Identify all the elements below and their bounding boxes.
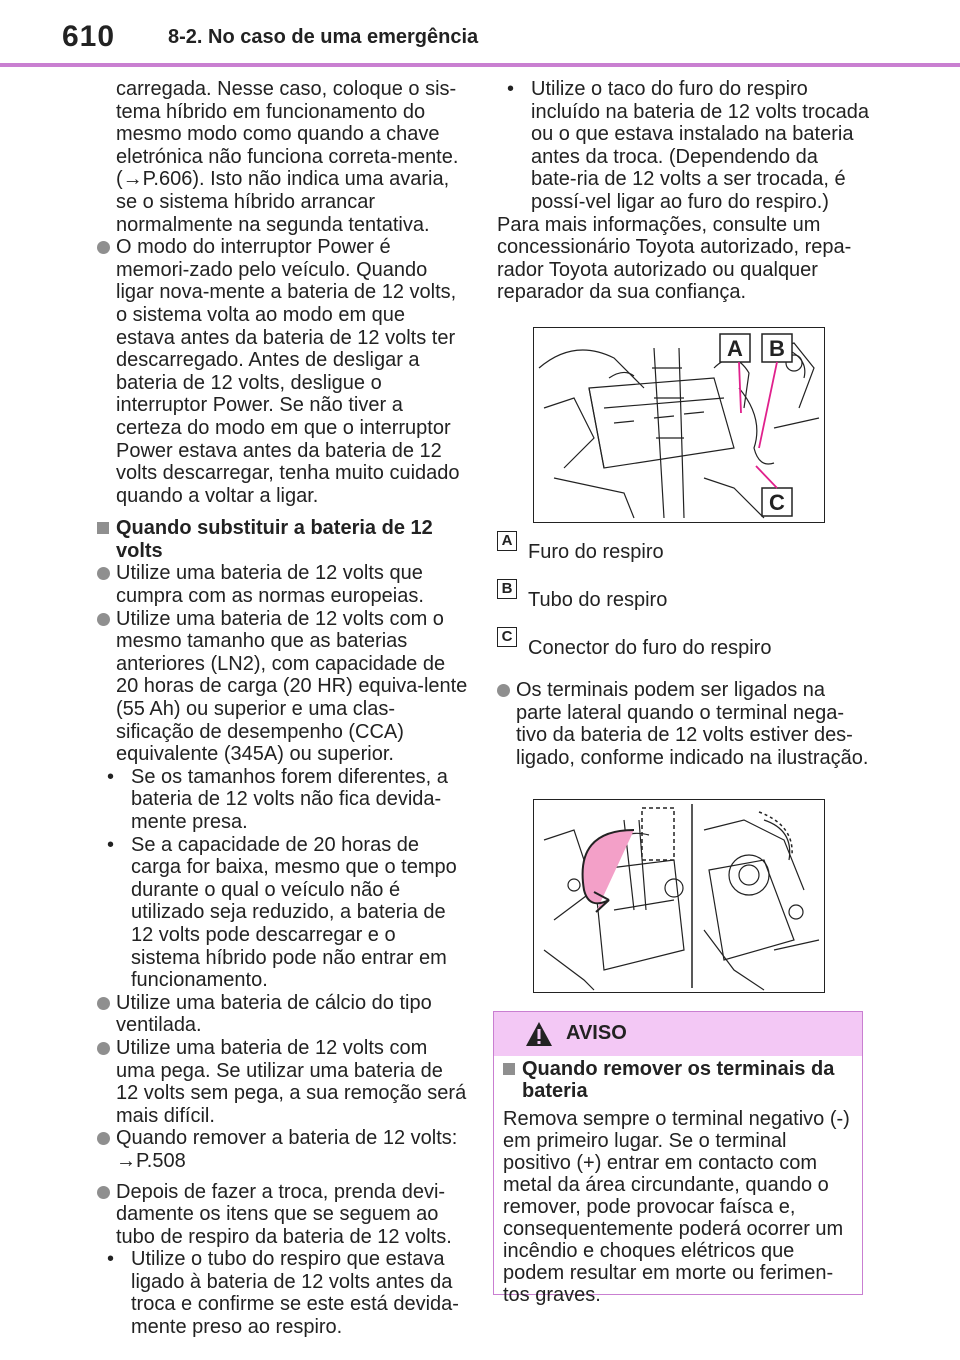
warning-text: Remova sempre o terminal negativo (-) em primeiro lugar. Se o terminal positivo (+) entrar em contacto com metal da área circundante, quando o remover, pode provocar faísca e, consequentemente poderá ocorrer um incêndio e choques elétricos que podem resultar em morte ou ferimen-tos graves. bbox=[503, 1108, 850, 1306]
bullet-terminals-side: Os terminais podem ser ligados na parte lateral quando o terminal nega-tivo da bateria de 12 volts estiver des-ligado, conforme indicado na ilustração. bbox=[497, 679, 869, 769]
bullet-dot bbox=[97, 1186, 110, 1199]
warning-heading: Quando remover os terminais da bateria bbox=[503, 1058, 853, 1102]
sub-bullet-capacity: • Se a capacidade de 20 horas de carga for baixa, mesmo que o tempo durante o qual o veículo não é utilizado seja reduzido, a bateria de 12 volts pode descarregar e o sistema híbrido pode não entrar em funcionamento. bbox=[107, 833, 457, 992]
bullet-dot bbox=[97, 1042, 110, 1055]
warning-header bbox=[494, 1012, 862, 1056]
sub-bullet-size: • Se os tamanhos forem diferentes, a bateria de 12 volts não fica devida-mente presa. bbox=[107, 765, 448, 833]
warning-box bbox=[493, 1011, 863, 1306]
bullet-power-memory: O modo do interruptor Power é memori-zado pelo veículo. Quando ligar nova-mente a bateria de 12 volts, o sistema volta ao modo em que estava antes da bateria de 12 volts ter descarregado. Antes de desligar a bateria de 12 volts, desligue o interruptor Power. Se não tiver a certeza do modo em que o interruptor Power estava antes da bateria de 12 volts descarregar, tenha muito cuidado quando a voltar a ligar. bbox=[97, 236, 469, 507]
warning-body bbox=[503, 1058, 853, 1306]
right-column-lower bbox=[497, 679, 869, 769]
legend-key-c: C bbox=[497, 627, 517, 647]
legend-text-b: Tubo do respiro bbox=[528, 589, 668, 611]
legend-key-b: B bbox=[497, 579, 517, 599]
legend-text-a: Furo do respiro bbox=[528, 541, 664, 563]
bullet-after-replace: Depois de fazer a troca, prenda devi-damente os itens que se seguem ao tubo de respiro da bateria de 12 volts. bbox=[97, 1181, 469, 1249]
section-title: 8-2. No caso de uma emergência bbox=[168, 26, 479, 48]
intro-paragraph: carregada. Nesse caso, coloque o sis-tema híbrido em funcionamento do mesmo modo como quando a chave eletrónica não funciona correta-mente. (→P.606). Isto não indica uma avaria, se o sistema híbrido arrancar normalmente na segunda tentativa. bbox=[116, 78, 459, 236]
page-number: 610 bbox=[62, 20, 116, 53]
heading-replace-battery: Quando substituir a bateria de 12 volts bbox=[97, 517, 469, 562]
callout-a-label: A bbox=[727, 336, 743, 361]
bullet-dot bbox=[97, 567, 110, 580]
bullet-european-norms: Utilize uma bateria de 12 volts que cumpra com as normas europeias. bbox=[97, 562, 469, 607]
sub-bullet-vent-plug: • Utilize o taco do furo do respiro incluído na bateria de 12 volts trocada ou o que estava instalado na bateria antes da troca. (Dependendo da bate-ria de 12 volts a ser trocada, é possí-vel ligar ao furo do respiro.) bbox=[507, 78, 869, 213]
terminal-figure bbox=[533, 799, 825, 993]
left-column bbox=[97, 78, 469, 1339]
warning-title: AVISO bbox=[566, 1022, 627, 1044]
callout-b-label: B bbox=[769, 336, 785, 361]
sub-bullet-vent-tube: • Utilize o tubo do respiro que estava ligado à bateria de 12 volts antes da troca e confirme se este está devida-mente preso ao respiro. bbox=[107, 1248, 459, 1339]
battery-vent-illustration bbox=[534, 328, 824, 522]
bullet-dot bbox=[497, 684, 510, 697]
bullet-calcium: Utilize uma bateria de cálcio do tipo ventilada. bbox=[97, 992, 469, 1037]
legend-text-c: Conector do furo do respiro bbox=[528, 637, 772, 659]
battery-vent-figure bbox=[533, 327, 825, 523]
header-divider bbox=[0, 63, 960, 67]
bullet-same-size: Utilize uma bateria de 12 volts com o mesmo tamanho que as baterias anteriores (LN2), com capacidade de 20 horas de carga (20 HR) equiva-lente (55 Ah) ou superior e uma clas-sificação de desempenho (CCA) equivalente (345A) ou superior. bbox=[97, 608, 469, 766]
info-paragraph: Para mais informações, consulte um concessionário Toyota autorizado, repa-rador Toyota autorizado ou qualquer reparador da sua confiança. bbox=[497, 213, 852, 304]
square-marker bbox=[97, 522, 109, 534]
terminal-illustration bbox=[534, 800, 824, 992]
square-marker bbox=[503, 1063, 515, 1075]
bullet-dot bbox=[97, 1132, 110, 1145]
page-header bbox=[0, 0, 960, 64]
bullet-dot bbox=[97, 997, 110, 1010]
legend-key-a: A bbox=[497, 531, 517, 551]
bullet-handle: Utilize uma bateria de 12 volts com uma pega. Se utilizar uma bateria de 12 volts sem pega, a sua remoção será mais difícil. bbox=[97, 1037, 469, 1127]
right-column bbox=[497, 78, 869, 304]
warning-triangle-icon bbox=[524, 1020, 554, 1048]
bullet-dot bbox=[97, 241, 110, 254]
callout-c-label: C bbox=[769, 490, 785, 515]
bullet-remove: Quando remover a bateria de 12 volts: →P.508 bbox=[97, 1127, 469, 1172]
bullet-dot bbox=[97, 613, 110, 626]
